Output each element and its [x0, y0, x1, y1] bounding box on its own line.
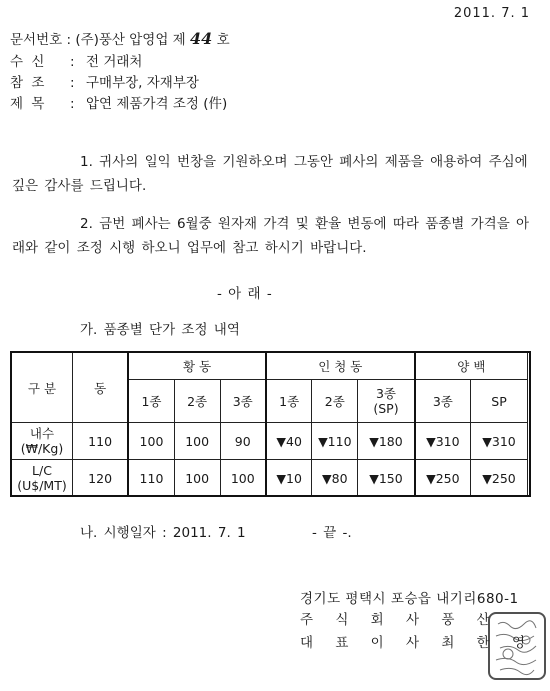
para2-line1: 2. 금번 폐사는 6월중 원자재 가격 및 환율 변동에 따라 품종별 가격을 아 [80, 216, 530, 232]
table-cell: 100 [128, 423, 174, 460]
doc-number-line [10, 28, 230, 48]
table-cell: ▼150 [358, 460, 415, 497]
recipient-label: 수 신 [10, 54, 47, 70]
table-cell: 110 [128, 460, 174, 497]
header-hwangdong: 황 동 [128, 353, 266, 380]
table-cell: ▼310 [415, 423, 471, 460]
table-cell: 90 [220, 423, 266, 460]
para1-line1: 1. 귀사의 일익 번창을 기원하오며 그동안 폐사의 제품을 애용하여 주심에 [80, 154, 528, 170]
seal-pattern-icon [490, 614, 544, 678]
price-adjustment-table [11, 352, 528, 497]
company-name: 주 식 회 사 풍 산 [300, 612, 499, 628]
table-cell: ▼80 [312, 460, 358, 497]
subject-line: 제 목 : 압연 제품가격 조정 (件) [10, 92, 227, 112]
sub-header-cell: 2종 [174, 380, 220, 423]
sub-header-cell: 2종 [312, 380, 358, 423]
header-incheongdong: 인 청 동 [266, 353, 415, 380]
row-label: 내수 (₩/Kg) [12, 423, 73, 460]
table-cell: ▼310 [471, 423, 528, 460]
section-ga-title: 가. 품종별 단가 조정 내역 [80, 322, 240, 338]
header-yangbaek: 양 백 [415, 353, 528, 380]
table-cell: ▼250 [415, 460, 471, 497]
table-cell: 100 [220, 460, 266, 497]
end-mark: - 끝 -. [312, 525, 352, 541]
doc-number-label: 문서번호 : [10, 32, 72, 48]
doc-number-suffix: 호 [216, 32, 230, 48]
header-gubun: 구 분 [12, 353, 73, 423]
table-row-domestic [12, 423, 528, 460]
reference-line: 참 조 : 구매부장, 자재부장 [10, 71, 199, 91]
subject-value: 압연 제품가격 조정 (件) [86, 96, 228, 112]
table-cell: ▼250 [471, 460, 528, 497]
recipient-line: 수 신 : 전 거래처 [10, 50, 142, 70]
document-date: 2011. 7. 1 [453, 6, 530, 21]
doc-number-handwritten: 44 [190, 29, 213, 48]
table-cell: 120 [72, 460, 128, 497]
para1-line2: 깊은 감사를 드립니다. [12, 178, 147, 194]
sub-header-cell: 3종 [220, 380, 266, 423]
reference-label: 참 조 [10, 75, 47, 91]
table-cell: 110 [72, 423, 128, 460]
row-label: L/C (U$/MT) [12, 460, 73, 497]
table-cell: 100 [174, 460, 220, 497]
sub-header-cell: 1종 [128, 380, 174, 423]
sub-header-cell: SP [471, 380, 528, 423]
section-na-date: 나. 시행일자 : 2011. 7. 1 [80, 525, 246, 541]
below-heading: - 아 래 - [217, 286, 272, 302]
doc-number-prefix: (주)풍산 압영업 제 [75, 32, 186, 48]
sub-header-cell: 3종 [415, 380, 471, 423]
table-cell: ▼180 [358, 423, 415, 460]
recipient-value: 전 거래처 [86, 54, 143, 70]
table-row-lc [12, 460, 528, 497]
table-cell: ▼110 [312, 423, 358, 460]
ceo-name: 대 표 이 사 최 한 영 [300, 635, 535, 651]
table-cell: ▼40 [266, 423, 312, 460]
sub-header-cell: 1종 [266, 380, 312, 423]
header-dong: 동 [72, 353, 128, 423]
table-cell: 100 [174, 423, 220, 460]
sub-header-cell: 3종 (SP) [358, 380, 415, 423]
reference-value: 구매부장, 자재부장 [86, 75, 199, 91]
company-seal-stamp [488, 612, 546, 680]
para2-line2: 래와 같이 조정 시행 하오니 업무에 참고 하시기 바랍니다. [12, 240, 367, 256]
subject-label: 제 목 [10, 96, 47, 112]
company-address: 경기도 평택시 포승읍 내기리680-1 [300, 591, 519, 607]
table-cell: ▼10 [266, 460, 312, 497]
